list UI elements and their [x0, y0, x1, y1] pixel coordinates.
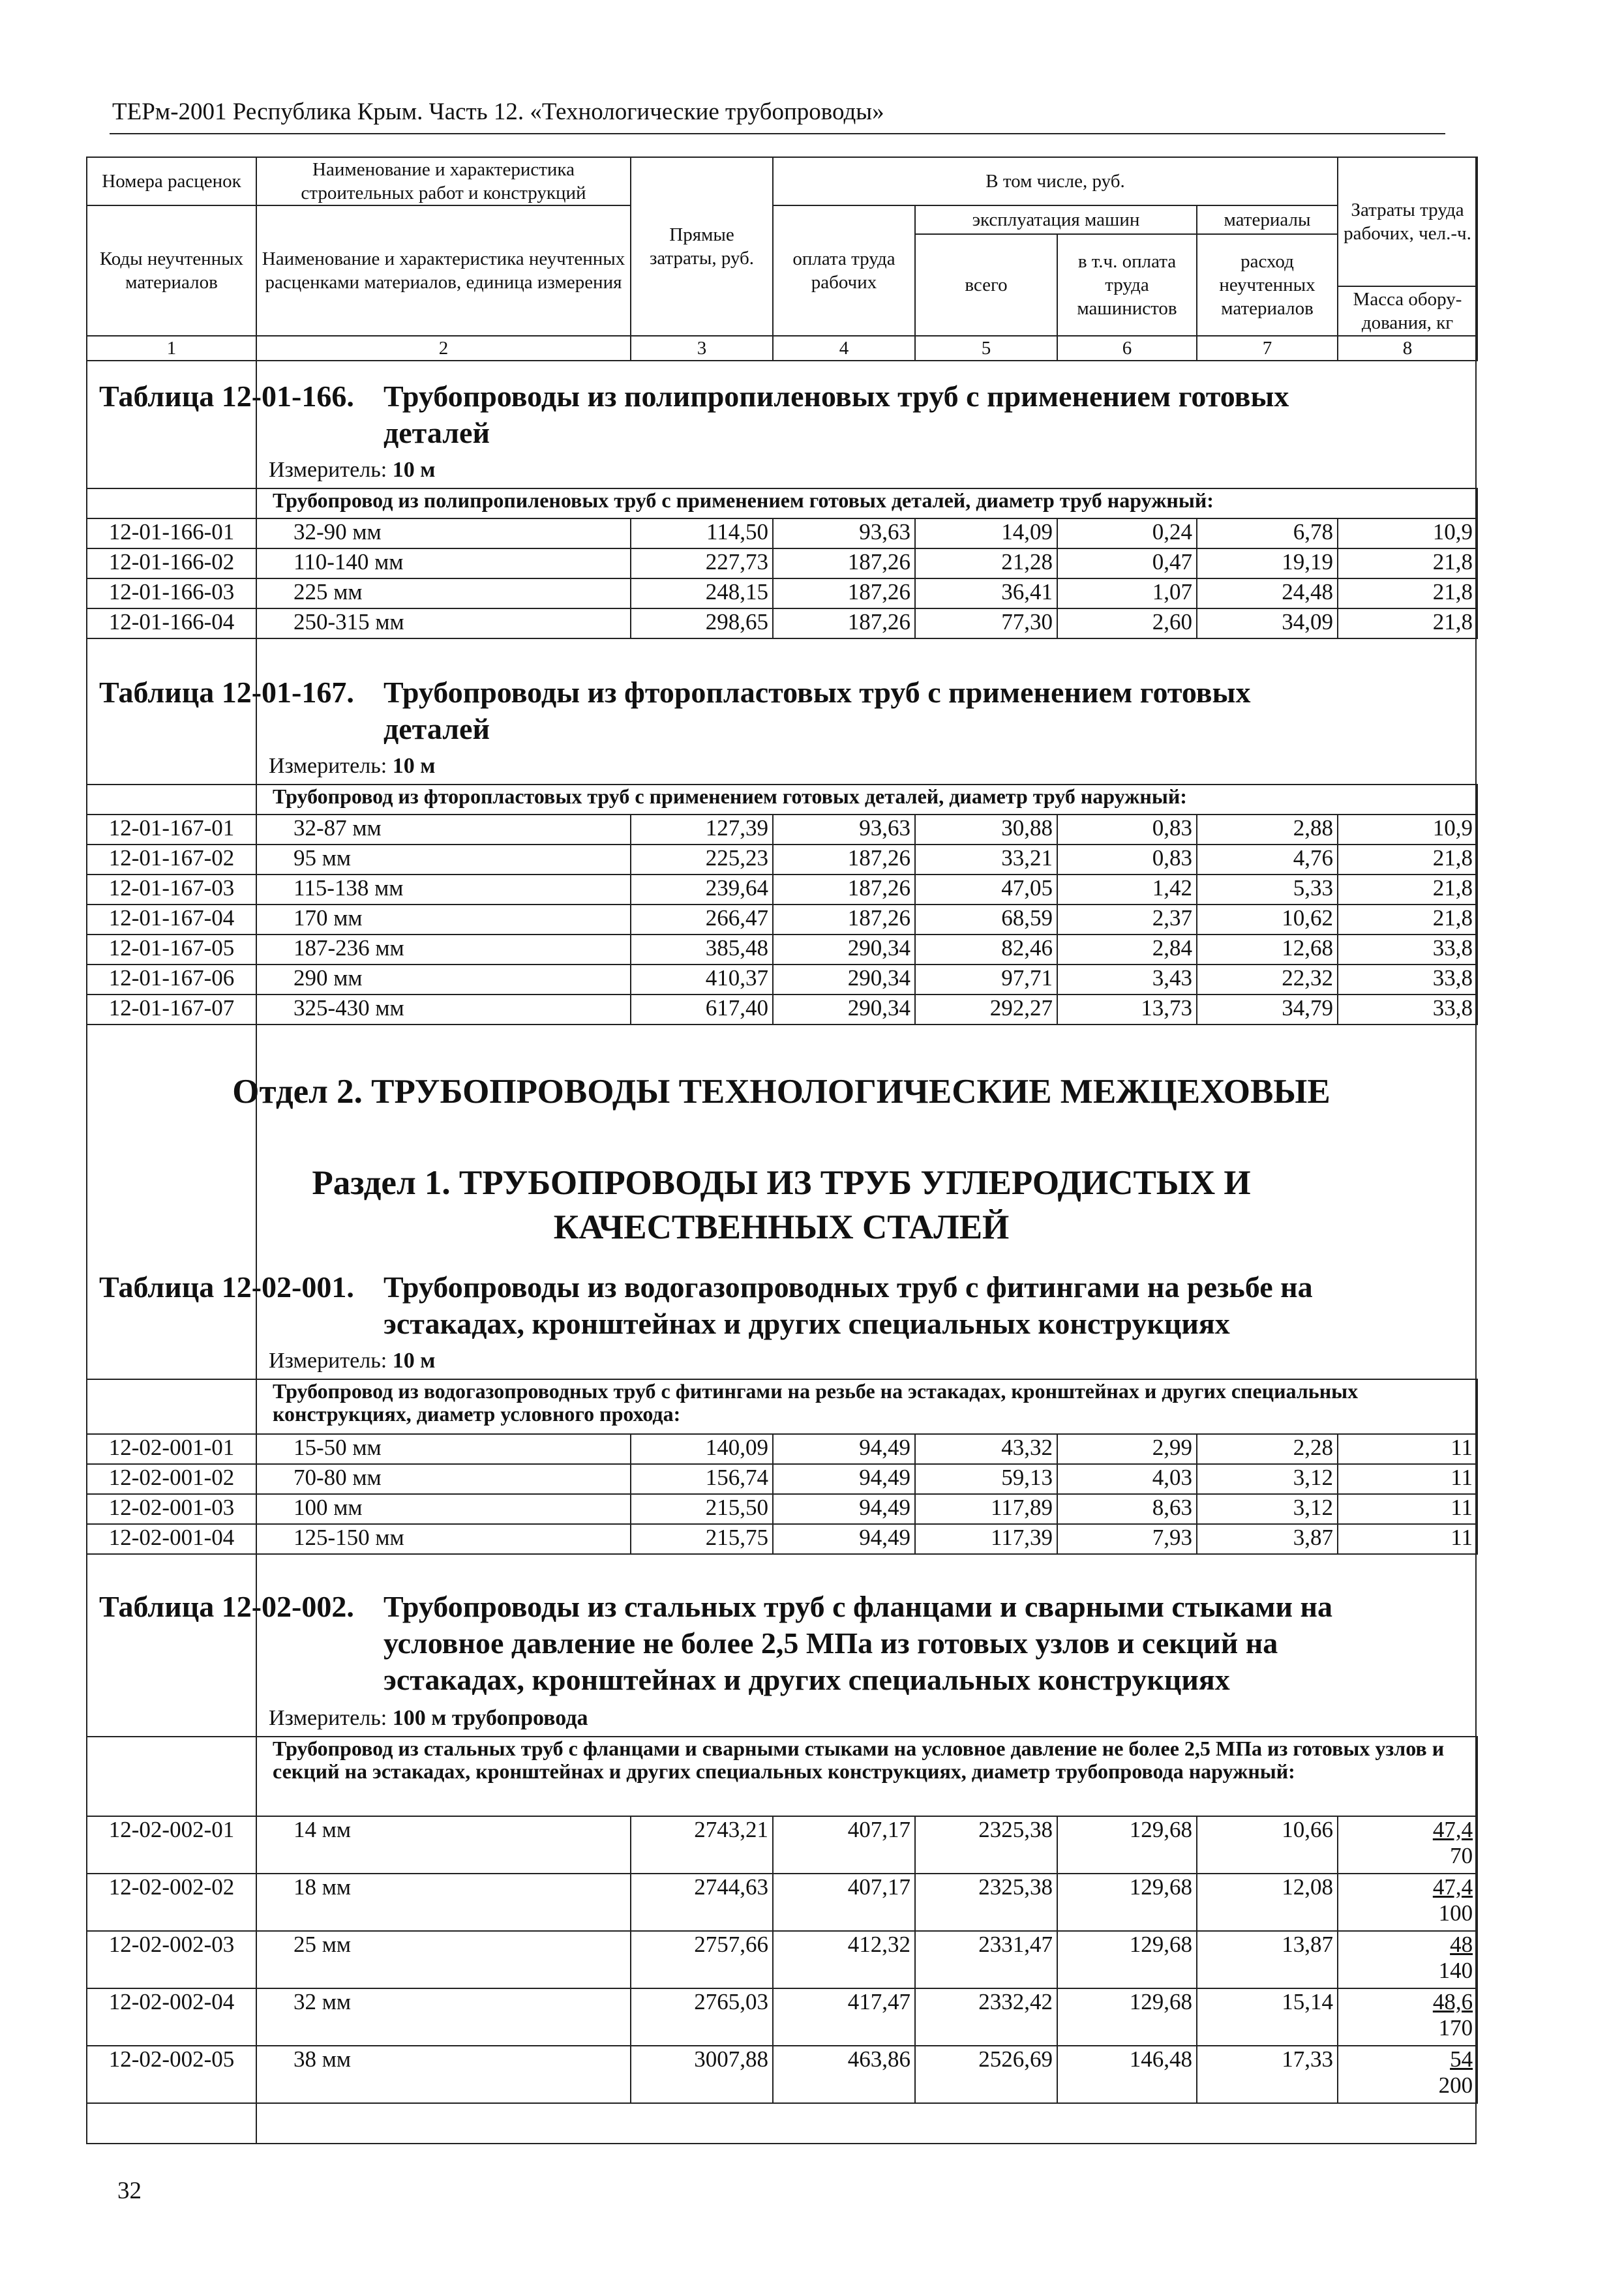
cell-value: 21,8: [1338, 875, 1477, 905]
cell-value: 298,65: [631, 608, 773, 638]
cell-value: 114,50: [631, 518, 773, 548]
cell-value: 12,08: [1197, 1874, 1338, 1931]
rate-code: 12-01-167-06: [87, 965, 256, 995]
cell-value: 21,8: [1338, 905, 1477, 935]
header-operator-pay: в т.ч. оплата труда машинистов: [1057, 234, 1197, 336]
table-title: [99, 1269, 1313, 1342]
price-table: [86, 1379, 1478, 1555]
cell-value: 2331,47: [915, 1931, 1057, 1988]
cell-value: 129,68: [1057, 1816, 1197, 1874]
table-title: [99, 378, 1289, 451]
cell-value: 417,47: [773, 1988, 915, 2046]
cell-value: 21,8: [1338, 608, 1477, 638]
table-row: [87, 1464, 1477, 1494]
cell-value: [1338, 1931, 1477, 1988]
cell-value: 94,49: [773, 1524, 915, 1554]
cell-value: 93,63: [773, 815, 915, 845]
table-row: [87, 1494, 1477, 1524]
table-subheading: Трубопровод из полипропиленовых труб с применением готовых деталей, диаметр труб наружный:: [87, 488, 1477, 518]
col-num: 7: [1197, 336, 1338, 361]
table-title-line: Трубопроводы из полипропиленовых труб с применением готовых: [383, 380, 1289, 413]
cell-value: 2,88: [1197, 815, 1338, 845]
cell-value: 7,93: [1057, 1524, 1197, 1554]
table-subheading-row: [87, 1379, 1477, 1434]
rate-code: 12-01-167-01: [87, 815, 256, 845]
table-row: [87, 1988, 1477, 2046]
rate-description: 100 мм: [256, 1494, 631, 1524]
cell-value: 239,64: [631, 875, 773, 905]
measure: Измеритель: 10 м: [269, 1349, 436, 1373]
rate-description: 32 мм: [256, 1988, 631, 2046]
cell-value: 11: [1338, 1434, 1477, 1464]
cell-value: 2,37: [1057, 905, 1197, 935]
rate-code: 12-01-166-03: [87, 578, 256, 608]
price-table: [86, 488, 1478, 639]
cell-value: 59,13: [915, 1464, 1057, 1494]
cell-value: 13,73: [1057, 995, 1197, 1025]
rate-description: 110-140 мм: [256, 548, 631, 578]
header-rule: [110, 133, 1445, 134]
equipment-mass: 70: [1450, 1843, 1473, 1868]
cell-value: 385,48: [631, 935, 773, 965]
rate-code: 12-01-166-02: [87, 548, 256, 578]
cell-value: 10,66: [1197, 1816, 1338, 1874]
page-number: 32: [117, 2177, 142, 2204]
cell-value: 12,68: [1197, 935, 1338, 965]
cell-value: 3,43: [1057, 965, 1197, 995]
table-number: Таблица 12-02-002.: [99, 1590, 354, 1623]
cell-value: 617,40: [631, 995, 773, 1025]
cell-value: 129,68: [1057, 1988, 1197, 2046]
measure: Измеритель: 10 м: [269, 754, 436, 778]
table-title-line: Трубопроводы из водогазопроводных труб с фитингами на резьбе на: [383, 1270, 1313, 1304]
cell-value: 2,60: [1057, 608, 1197, 638]
rate-description: 18 мм: [256, 1874, 631, 1931]
column-header: [86, 157, 1478, 361]
cell-value: 33,8: [1338, 965, 1477, 995]
cell-value: 94,49: [773, 1434, 915, 1464]
table-number: Таблица 12-02-001.: [99, 1270, 354, 1304]
rate-code: 12-01-167-07: [87, 995, 256, 1025]
rate-code: 12-01-166-04: [87, 608, 256, 638]
cell-value: 412,32: [773, 1931, 915, 1988]
rate-description: 95 мм: [256, 845, 631, 875]
cell-value: 11: [1338, 1494, 1477, 1524]
rate-description: 115-138 мм: [256, 875, 631, 905]
rate-code: 12-01-167-02: [87, 845, 256, 875]
rate-description: 70-80 мм: [256, 1464, 631, 1494]
cell-value: 82,46: [915, 935, 1057, 965]
cell-value: 19,19: [1197, 548, 1338, 578]
table-title-line: Трубопроводы из фторопластовых труб с применением готовых: [383, 676, 1251, 709]
rate-code: 12-01-167-05: [87, 935, 256, 965]
cell-value: 77,30: [915, 608, 1057, 638]
cell-value: 129,68: [1057, 1931, 1197, 1988]
cell-value: 0,24: [1057, 518, 1197, 548]
cell-value: 3007,88: [631, 2046, 773, 2103]
cell-value: 290,34: [773, 965, 915, 995]
header-materials: материалы: [1197, 205, 1338, 234]
table-subheading-row: [87, 785, 1477, 815]
header-worker-pay: оплата труда рабочих: [773, 205, 915, 336]
table-row: [87, 815, 1477, 845]
cell-value: 17,33: [1197, 2046, 1338, 2103]
table-row: [87, 875, 1477, 905]
table-row: [87, 1434, 1477, 1464]
cell-value: 33,8: [1338, 935, 1477, 965]
cell-value: 187,26: [773, 905, 915, 935]
cell-value: 2744,63: [631, 1874, 773, 1931]
table-row: [87, 935, 1477, 965]
cell-value: 410,37: [631, 965, 773, 995]
header-including: В том числе, руб.: [773, 157, 1338, 205]
cell-value: 2325,38: [915, 1816, 1057, 1874]
cell-value: 13,87: [1197, 1931, 1338, 1988]
table-title-line: эстакадах, кронштейнах и других специальных конструкциях: [383, 1663, 1230, 1696]
table-row: [87, 1874, 1477, 1931]
header-machines-total: всего: [915, 234, 1057, 336]
cell-value: 3,12: [1197, 1464, 1338, 1494]
cell-value: 21,8: [1338, 578, 1477, 608]
labor-hours: 47,4: [1432, 1874, 1473, 1900]
cell-value: 2526,69: [915, 2046, 1057, 2103]
header-material-usage: расход неучтенных материалов: [1197, 234, 1338, 336]
cell-value: [1338, 2046, 1477, 2103]
table-subheading-row: [87, 488, 1477, 518]
cell-value: 292,27: [915, 995, 1057, 1025]
labor-hours: 48: [1450, 1932, 1473, 1957]
cell-value: 187,26: [773, 875, 915, 905]
table-title: [99, 1589, 1332, 1698]
labor-hours: 48,6: [1432, 1989, 1473, 2014]
section-heading: [86, 1161, 1477, 1249]
cell-value: 4,03: [1057, 1464, 1197, 1494]
cell-value: 94,49: [773, 1494, 915, 1524]
cell-value: 146,48: [1057, 2046, 1197, 2103]
table-title: [99, 674, 1250, 747]
cell-value: 11: [1338, 1524, 1477, 1554]
cell-value: 6,78: [1197, 518, 1338, 548]
rate-code: 12-02-001-04: [87, 1524, 256, 1554]
col-num: 2: [256, 336, 631, 361]
table-subheading-row: [87, 1737, 1477, 1816]
equipment-mass: 100: [1438, 1900, 1473, 1926]
table-row: [87, 1524, 1477, 1554]
table-title-line: эстакадах, кронштейнах и других специальных конструкциях: [383, 1307, 1230, 1340]
cell-value: 30,88: [915, 815, 1057, 845]
table-number: Таблица 12-01-167.: [99, 676, 354, 709]
col-num: 3: [631, 336, 773, 361]
table-row: [87, 578, 1477, 608]
table-title-line: Трубопроводы из стальных труб с фланцами и сварными стыками на: [383, 1590, 1332, 1623]
cell-value: 290,34: [773, 995, 915, 1025]
cell-value: 15,14: [1197, 1988, 1338, 2046]
cell-value: 94,49: [773, 1464, 915, 1494]
cell-value: 3,87: [1197, 1524, 1338, 1554]
cell-value: [1338, 1816, 1477, 1874]
cell-value: 97,71: [915, 965, 1057, 995]
rate-code: 12-01-166-01: [87, 518, 256, 548]
cell-value: 21,28: [915, 548, 1057, 578]
cell-value: 127,39: [631, 815, 773, 845]
col-num: 8: [1338, 336, 1477, 361]
table-row: [87, 995, 1477, 1025]
cell-value: 2,28: [1197, 1434, 1338, 1464]
price-table: [86, 1736, 1478, 2104]
cell-value: 2743,21: [631, 1816, 773, 1874]
cell-value: 11: [1338, 1464, 1477, 1494]
cell-value: 34,09: [1197, 608, 1338, 638]
rate-description: 170 мм: [256, 905, 631, 935]
rate-description: 325-430 мм: [256, 995, 631, 1025]
equipment-mass: 170: [1438, 2015, 1473, 2041]
cell-value: 0,47: [1057, 548, 1197, 578]
table-row: [87, 905, 1477, 935]
cell-value: 21,8: [1338, 548, 1477, 578]
cell-value: 215,50: [631, 1494, 773, 1524]
cell-value: 407,17: [773, 1874, 915, 1931]
cell-value: 33,8: [1338, 995, 1477, 1025]
rate-description: 225 мм: [256, 578, 631, 608]
price-table: [86, 784, 1478, 1025]
cell-value: 47,05: [915, 875, 1057, 905]
rate-description: 14 мм: [256, 1816, 631, 1874]
header-equipment-mass: Масса обору-дования, кг: [1338, 286, 1477, 336]
table-row: [87, 965, 1477, 995]
table-row: [87, 2046, 1477, 2103]
rate-description: 290 мм: [256, 965, 631, 995]
cell-value: 266,47: [631, 905, 773, 935]
cell-value: 2325,38: [915, 1874, 1057, 1931]
cell-value: 407,17: [773, 1816, 915, 1874]
cell-value: 4,76: [1197, 845, 1338, 875]
rate-description: 25 мм: [256, 1931, 631, 1988]
table-title-line: деталей: [383, 712, 490, 745]
cell-value: [1338, 1874, 1477, 1931]
cell-value: 215,75: [631, 1524, 773, 1554]
cell-value: 10,9: [1338, 518, 1477, 548]
cell-value: 68,59: [915, 905, 1057, 935]
rate-description: 250-315 мм: [256, 608, 631, 638]
header-material-names: Наименование и характеристика неучтенных расценками материалов, единица измерения: [256, 205, 631, 336]
cell-value: 22,32: [1197, 965, 1338, 995]
cell-value: 140,09: [631, 1434, 773, 1464]
header-work-name: Наименование и характеристика строительных работ и конструкций: [256, 157, 631, 205]
cell-value: 93,63: [773, 518, 915, 548]
rate-code: 12-02-001-03: [87, 1494, 256, 1524]
rate-code: 12-02-001-02: [87, 1464, 256, 1494]
table-row: [87, 1816, 1477, 1874]
cell-value: 36,41: [915, 578, 1057, 608]
department-heading: Отдел 2. ТРУБОПРОВОДЫ ТЕХНОЛОГИЧЕСКИЕ МЕЖЦЕХОВЫЕ: [232, 1073, 1331, 1111]
cell-value: [1338, 1988, 1477, 2046]
cell-value: 1,42: [1057, 875, 1197, 905]
rate-code: 12-02-002-04: [87, 1988, 256, 2046]
cell-value: 33,21: [915, 845, 1057, 875]
col-num: 1: [87, 336, 256, 361]
cell-value: 21,8: [1338, 845, 1477, 875]
header-machines: эксплуатация машин: [915, 205, 1197, 234]
rate-description: 32-87 мм: [256, 815, 631, 845]
cell-value: 129,68: [1057, 1874, 1197, 1931]
cell-value: 187,26: [773, 548, 915, 578]
rate-description: 15-50 мм: [256, 1434, 631, 1464]
cell-value: 187,26: [773, 608, 915, 638]
table-number: Таблица 12-01-166.: [99, 380, 354, 413]
cell-value: 117,89: [915, 1494, 1057, 1524]
header-labor-costs: Затраты труда рабочих, чел.-ч.: [1338, 157, 1477, 286]
cell-value: 290,34: [773, 935, 915, 965]
page-header: ТЕРм-2001 Республика Крым. Часть 12. «Технологические трубопроводы»: [112, 98, 884, 125]
col-num: 5: [915, 336, 1057, 361]
cell-value: 5,33: [1197, 875, 1338, 905]
cell-value: 3,12: [1197, 1494, 1338, 1524]
table-row: [87, 845, 1477, 875]
cell-value: 225,23: [631, 845, 773, 875]
rate-code: 12-02-002-01: [87, 1816, 256, 1874]
cell-value: 2757,66: [631, 1931, 773, 1988]
cell-value: 8,63: [1057, 1494, 1197, 1524]
cell-value: 0,83: [1057, 845, 1197, 875]
table-title-line: условное давление не более 2,5 МПа из готовых узлов и секций на: [383, 1626, 1278, 1660]
rate-description: 32-90 мм: [256, 518, 631, 548]
cell-value: 187,26: [773, 578, 915, 608]
cell-value: 187,26: [773, 845, 915, 875]
col-num: 6: [1057, 336, 1197, 361]
cell-value: 0,83: [1057, 815, 1197, 845]
cell-value: 1,07: [1057, 578, 1197, 608]
labor-hours: 47,4: [1432, 1817, 1473, 1842]
table-row: [87, 608, 1477, 638]
rate-code: 12-01-167-04: [87, 905, 256, 935]
cell-value: 34,79: [1197, 995, 1338, 1025]
table-title-line: деталей: [383, 416, 490, 449]
rate-description: 38 мм: [256, 2046, 631, 2103]
table-row: [87, 548, 1477, 578]
rate-code: 12-02-001-01: [87, 1434, 256, 1464]
table-row: [87, 1931, 1477, 1988]
cell-value: 24,48: [1197, 578, 1338, 608]
cell-value: 2,84: [1057, 935, 1197, 965]
table-subheading: Трубопровод из водогазопроводных труб с фитингами на резьбе на эстакадах, кронштейнах и других специальных конструкциях, диаметр условного прохода:: [87, 1379, 1477, 1434]
measure: Измеритель: 10 м: [269, 458, 436, 482]
table-subheading: Трубопровод из фторопластовых труб с применением готовых деталей, диаметр труб наружный:: [87, 785, 1477, 815]
cell-value: 2,99: [1057, 1434, 1197, 1464]
equipment-mass: 140: [1438, 1958, 1473, 1983]
rate-code: 12-01-167-03: [87, 875, 256, 905]
cell-value: 248,15: [631, 578, 773, 608]
header-direct-costs: Прямые затраты, руб.: [631, 157, 773, 336]
cell-value: 2765,03: [631, 1988, 773, 2046]
cell-value: 227,73: [631, 548, 773, 578]
equipment-mass: 200: [1438, 2072, 1473, 2098]
section-heading-line: КАЧЕСТВЕННЫХ СТАЛЕЙ: [553, 1208, 1010, 1246]
cell-value: 14,09: [915, 518, 1057, 548]
rate-description: 125-150 мм: [256, 1524, 631, 1554]
header-rate-numbers: Номера расценок: [87, 157, 256, 205]
rate-code: 12-02-002-05: [87, 2046, 256, 2103]
section-heading-line: Раздел 1. ТРУБОПРОВОДЫ ИЗ ТРУБ УГЛЕРОДИСТЫХ И: [312, 1164, 1251, 1202]
cell-value: 10,9: [1338, 815, 1477, 845]
cell-value: 117,39: [915, 1524, 1057, 1554]
table-subheading: Трубопровод из стальных труб с фланцами и сварными стыками на условное давление не более 2,5 МПа из готовых узлов и секций на эстакадах, кронштейнах и других специальных конструкциях, диаметр трубопровода наружный:: [87, 1737, 1477, 1816]
labor-hours: 54: [1450, 2046, 1473, 2072]
table-row: [87, 518, 1477, 548]
cell-value: 463,86: [773, 2046, 915, 2103]
col-num: 4: [773, 336, 915, 361]
cell-value: 156,74: [631, 1464, 773, 1494]
rate-code: 12-02-002-02: [87, 1874, 256, 1931]
cell-value: 2332,42: [915, 1988, 1057, 2046]
rate-description: 187-236 мм: [256, 935, 631, 965]
cell-value: 10,62: [1197, 905, 1338, 935]
header-material-codes: Коды неучтенных материалов: [87, 205, 256, 336]
rate-code: 12-02-002-03: [87, 1931, 256, 1988]
cell-value: 43,32: [915, 1434, 1057, 1464]
measure: Измеритель: 100 м трубопровода: [269, 1706, 588, 1730]
